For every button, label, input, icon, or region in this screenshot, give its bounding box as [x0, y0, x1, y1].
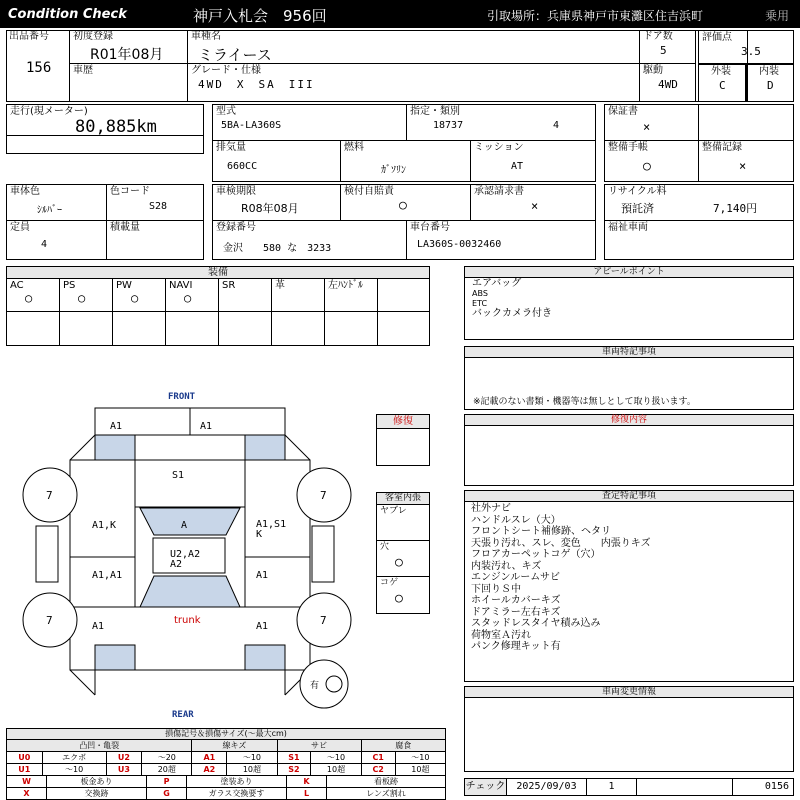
exterior-cell [698, 64, 746, 102]
legend-code: P [147, 776, 187, 788]
insurance-value: ○ [399, 198, 407, 213]
assessment-item: 内装汚れ、キズ [471, 560, 542, 572]
class-value: 4 [553, 120, 560, 131]
equip-sr [219, 279, 272, 345]
inspection-value: R08年08月 [241, 202, 299, 215]
legend-desc: 交換跡 [47, 788, 147, 800]
designation-value: 18737 [433, 120, 464, 131]
legend-code: C1 [361, 752, 395, 764]
recycle-cell [605, 185, 793, 221]
cabin-hole-label: 穴 [380, 542, 390, 552]
designation-cell [407, 105, 595, 141]
equipment-block [6, 266, 430, 346]
legend-code: W [7, 776, 47, 788]
reg-no-value: 金沢 580 な 3233 [223, 243, 332, 254]
equip-pw [113, 279, 166, 345]
legend-code: S1 [277, 752, 311, 764]
appeal-title: アピールポイント [465, 267, 793, 278]
designation-label: 指定・類別 [410, 106, 460, 117]
insurance-label: 検付自賠責 [344, 186, 394, 197]
mark-front-fender-left: A1,K [92, 520, 117, 531]
legend-desc: 〜10 [227, 752, 277, 764]
insurance-cell [341, 185, 471, 221]
assessment-item: パンク修理キット有 [471, 641, 561, 652]
legend-code: S2 [277, 764, 311, 776]
legend-title: 損傷記号＆損傷サイズ(〜最大cm) [6, 728, 446, 740]
mark-hood: S1 [172, 470, 185, 481]
mission-cell [471, 141, 595, 181]
mark-front-bumper-left: A1 [110, 421, 123, 432]
assessment-item: ホイールカバーキズ [471, 595, 561, 606]
check-lot: 0156 [764, 781, 789, 792]
grade-cell [188, 64, 640, 102]
history-cell [70, 64, 188, 102]
color-code-cell [107, 185, 203, 221]
legend-header: サビ [277, 740, 361, 752]
legend-code: G [147, 788, 187, 800]
equip-leather-label: 革 [275, 280, 285, 291]
model-name-value: ミライース [198, 46, 272, 64]
change-info-block [464, 686, 794, 772]
warranty-cell [605, 105, 699, 141]
recycle-status: 預託済 [621, 202, 654, 215]
chassis-value: LA360S-0032460 [417, 239, 502, 250]
history-label: 車歴 [73, 65, 93, 76]
fuel-value: ｶﾞｿﾘﾝ [381, 165, 406, 176]
equip-pw-label: PW [116, 280, 132, 291]
cabin-burn-cell [377, 577, 429, 613]
recycle-value: 7,140円 [713, 202, 758, 215]
record-cell [699, 141, 793, 181]
mark-rear-fender-left: A1 [92, 621, 105, 632]
equip-ac-label: AC [10, 280, 24, 291]
approval-label: 承認請求書 [474, 186, 524, 197]
legend-table-2 [6, 775, 446, 800]
equip-lhd-label: 左ﾊﾝﾄﾞﾙ [328, 280, 363, 291]
appeal-list [472, 279, 552, 319]
legend-desc: ガラス交換要す [187, 788, 287, 800]
legend-desc: 〜10 [42, 764, 106, 776]
recycle-block [604, 184, 794, 260]
legend-code: X [7, 788, 47, 800]
color-value: ｼﾙﾊﾞｰ [37, 205, 62, 216]
warranty-blank [699, 105, 793, 141]
mission-label: ミッション [474, 142, 524, 153]
vehicle-category: 乗用 [765, 9, 790, 23]
docs-block [604, 104, 794, 182]
tire-front-left: 7 [46, 489, 53, 502]
lot-cell [6, 30, 70, 102]
tire-front-right: 7 [320, 489, 327, 502]
check-date: 2025/09/03 [507, 779, 587, 795]
capacity-cell [7, 221, 107, 259]
legend-header: 腐食 [361, 740, 445, 752]
legend-desc: 〜20 [142, 752, 192, 764]
type-value: 5BA-LA360S [221, 120, 282, 131]
cabin-burn-label: コゲ [380, 578, 399, 588]
assessment-item: 荷物室Ａ汚れ [471, 629, 531, 641]
mark-front-bumper-right: A1 [200, 421, 213, 432]
legend-code: A1 [192, 752, 227, 764]
interior-value: D [767, 79, 774, 92]
manual-cell [605, 141, 699, 181]
fuel-label: 燃料 [344, 142, 364, 153]
assessment-item: ドアミラー左右キズ [471, 606, 561, 618]
legend-block [6, 728, 446, 796]
cabin-tear-label: ヤブレ [380, 506, 407, 516]
legend-code: U3 [106, 764, 142, 776]
equip-ps-label: PS [63, 280, 76, 291]
mark-rear-door-right: A1 [256, 570, 269, 581]
header-left: Condition Check [8, 7, 127, 22]
trunk-label: trunk [174, 615, 201, 626]
special-block [464, 346, 794, 410]
exterior-label: 外装 [711, 66, 731, 77]
legend-code: K [287, 776, 327, 788]
approval-value: × [531, 199, 539, 213]
front-label: FRONT [168, 392, 196, 402]
type-label: 型式 [216, 106, 236, 117]
load-cell [107, 221, 203, 259]
mission-value: AT [511, 161, 524, 172]
equip-ac-value: ○ [25, 291, 33, 305]
equip-sr-label: SR [222, 280, 236, 291]
legend-desc: 板金あり [47, 776, 147, 788]
equipment-grid [7, 279, 429, 345]
equip-navi-value: ○ [184, 291, 192, 305]
legend-header: 凸凹・亀裂 [7, 740, 192, 752]
legend-desc: エクボ [42, 752, 106, 764]
capacity-label: 定員 [10, 222, 30, 233]
cabin-burn-value: ○ [395, 591, 403, 606]
drive-label: 駆動 [643, 65, 663, 76]
doors-label: ドア数 [643, 31, 673, 42]
mark-rear-door-left: A1,A1 [92, 570, 123, 581]
assessment-item: 社外ナビ [471, 503, 511, 514]
legend-code: A2 [192, 764, 227, 776]
repair-box-title: 修復 [377, 415, 429, 429]
record-label: 整備記録 [702, 142, 742, 153]
color-code-value: S28 [149, 201, 168, 212]
score-label: 評価点 [702, 32, 732, 43]
cabin-hole-value: ○ [395, 555, 403, 570]
legend-table [6, 739, 446, 776]
warranty-label: 保証書 [608, 106, 638, 117]
legend-code: C2 [361, 764, 395, 776]
assessment-item: スタッドレスタイヤ積み込み [471, 618, 601, 629]
cabin-tear-cell [377, 505, 429, 541]
assessment-item: ハンドルスレ（大） [471, 514, 561, 526]
equip-navi-label: NAVI [169, 280, 193, 291]
appeal-item: バックカメラ付き [472, 308, 552, 319]
score-value: 3.5 [741, 45, 761, 58]
assessment-list [471, 503, 651, 653]
legend-desc: レンズ割れ [327, 788, 446, 800]
mark-rear-fender-right: A1 [256, 621, 269, 632]
load-label: 積載量 [110, 222, 140, 233]
color-label: 車体色 [10, 186, 40, 197]
lot-value: 156 [26, 60, 52, 76]
mark-roof: U2,A2 A2 [170, 549, 201, 570]
assessment-block [464, 490, 794, 682]
legend-desc: 10超 [395, 764, 445, 776]
welfare-cell [605, 221, 793, 259]
header-bar [0, 0, 800, 28]
chassis-cell [407, 221, 595, 259]
spec-block [212, 104, 596, 182]
equip-ps-value: ○ [78, 291, 86, 305]
chassis-label: 車台番号 [410, 222, 450, 233]
legend-code: U1 [7, 764, 43, 776]
mark-windshield: A [181, 520, 188, 531]
equip-ps [60, 279, 113, 345]
model-name-label: 車種名 [191, 31, 221, 42]
legend-code: L [287, 788, 327, 800]
rear-label: REAR [172, 710, 194, 720]
inspection-cell [213, 185, 341, 221]
equip-pw-value: ○ [131, 291, 139, 305]
assessment-item: エンジンルームサビ [471, 572, 561, 583]
assessment-item: 天張り汚れ、スレ、変色 内張りキズ [471, 537, 651, 549]
equip-ac [7, 279, 60, 345]
equip-blank [378, 279, 429, 345]
special-title: 車両特記事項 [465, 347, 793, 358]
cabin-title: 客室内張 [377, 493, 429, 505]
mark-front-fender-right: A1,S1 K [256, 519, 287, 540]
color-code-label: 色コード [110, 186, 150, 197]
warranty-value: × [643, 120, 651, 134]
color-block [6, 184, 204, 260]
mileage-value: 80,885km [75, 117, 157, 137]
first-reg-cell [70, 30, 188, 64]
legend-desc: 〜10 [311, 752, 361, 764]
exterior-value: C [719, 79, 726, 92]
repair-detail-title: 修復内容 [465, 415, 793, 426]
check-row [464, 778, 794, 796]
tire-rear-right: 7 [320, 614, 327, 627]
reg-no-cell [213, 221, 407, 259]
inspection-label: 車検期限 [216, 186, 256, 197]
equipment-title: 装備 [7, 267, 429, 279]
legend-desc: 20超 [142, 764, 192, 776]
recycle-label: リサイクル料 [608, 186, 667, 197]
legend-desc: 10超 [311, 764, 361, 776]
cabin-box [376, 492, 430, 614]
grade-label: グレード・仕様 [191, 65, 261, 76]
special-note: ※記載のない書類・機器等は無しとして取り扱います。 [473, 397, 696, 407]
appeal-item: エアバッグ [472, 278, 522, 289]
approval-cell [471, 185, 595, 221]
legend-desc: 10超 [227, 764, 277, 776]
legend-code: U0 [7, 752, 43, 764]
repair-detail-block [464, 414, 794, 486]
displacement-value: 660CC [227, 161, 258, 172]
appeal-block [464, 266, 794, 340]
first-reg-value: R01年08月 [90, 47, 164, 63]
mileage-cell [6, 104, 204, 154]
reg-no-label: 登録番号 [216, 222, 256, 233]
model-name-cell [188, 30, 640, 64]
equip-navi [166, 279, 219, 345]
equip-lhd [325, 279, 378, 345]
mileage-label: 走行(現メーター) [10, 106, 88, 117]
displacement-label: 排気量 [216, 142, 246, 153]
assessment-title: 査定特記事項 [465, 491, 793, 502]
equip-leather [272, 279, 325, 345]
pickup-location: 引取場所：兵庫県神戸市東灘区住吉浜町 [487, 9, 704, 23]
welfare-label: 福祉車両 [608, 222, 648, 233]
doors-value: 5 [660, 44, 667, 57]
score-cell [698, 30, 794, 64]
legend-desc: 〜10 [395, 752, 445, 764]
color-cell [7, 185, 107, 221]
capacity-value: 4 [41, 239, 48, 250]
doors-cell [640, 30, 696, 64]
appeal-item: ETC [472, 299, 488, 308]
interior-cell [746, 64, 794, 102]
auction-title: 神戸入札会 956回 [193, 7, 327, 25]
grade-value: 4WD X SA III [198, 78, 315, 91]
inspection-block [212, 184, 596, 260]
lot-label: 出品番号 [9, 31, 49, 42]
change-info-title: 車両変更情報 [465, 687, 793, 698]
manual-label: 整備手帳 [608, 142, 648, 153]
interior-label: 内装 [759, 66, 779, 77]
legend-header: 線キズ [192, 740, 277, 752]
displacement-cell [213, 141, 341, 181]
assessment-item: 下回りＳ中 [471, 583, 521, 595]
legend-desc: 看板跡 [327, 776, 446, 788]
appeal-item: ABS [472, 289, 488, 298]
legend-code: U2 [106, 752, 142, 764]
drive-value: 4WD [658, 78, 678, 91]
fuel-cell [341, 141, 471, 181]
type-cell [213, 105, 407, 141]
legend-desc: 塗装あり [187, 776, 287, 788]
assessment-item: フロントシート補修跡、ヘタリ [471, 526, 611, 537]
tire-rear-left: 7 [46, 614, 53, 627]
manual-value: ○ [643, 159, 651, 174]
assessment-item: フロアカーペットコゲ（穴） [471, 549, 601, 560]
drive-cell [640, 64, 696, 102]
repair-box [376, 414, 430, 466]
record-value: × [739, 159, 747, 173]
first-reg-label: 初度登録 [73, 31, 113, 42]
spare-tire-label: 有 [310, 681, 320, 691]
check-num: 1 [587, 779, 637, 795]
check-label: チェック [465, 779, 507, 795]
cabin-hole-cell [377, 541, 429, 577]
